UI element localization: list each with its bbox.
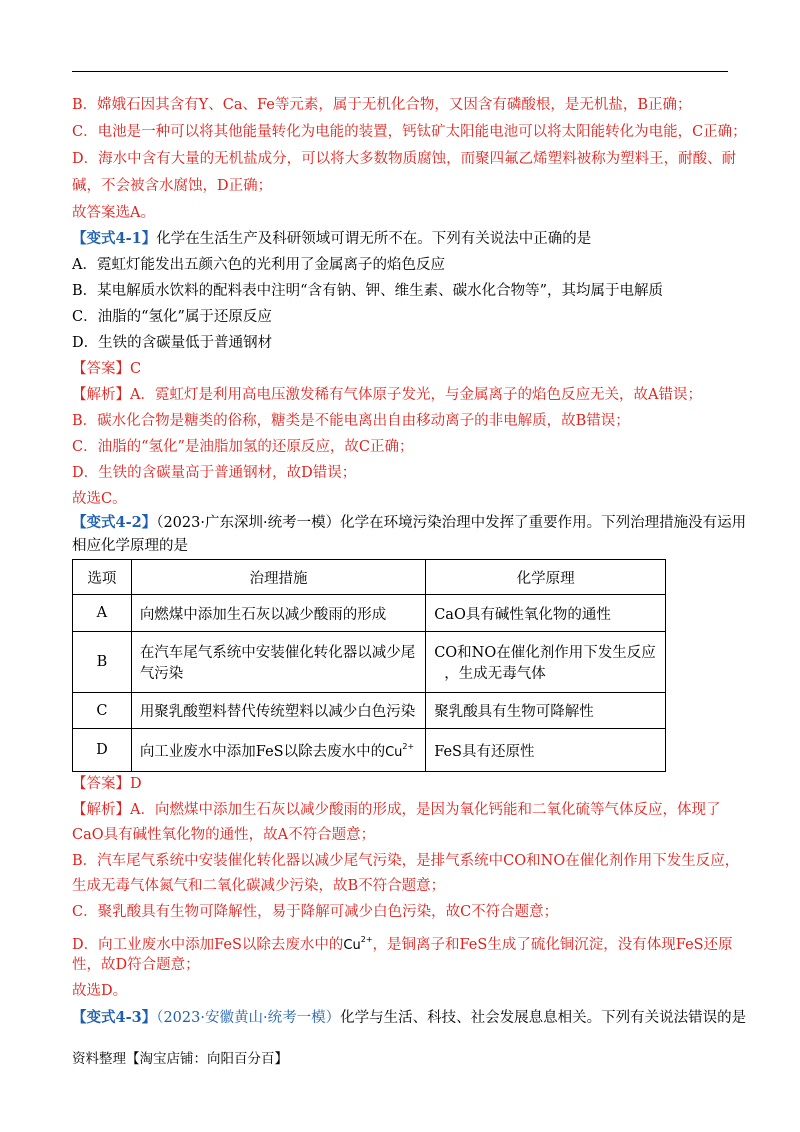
question-source: （2023·广东深圳·统考一模） [156, 515, 341, 531]
question-tag: 【变式4-3】 [72, 1009, 157, 1026]
ion-symbol: Cu [385, 744, 403, 760]
table-cell-measure [131, 632, 425, 693]
option-d: D．生铁的含碳量低于普通钢材 [72, 335, 273, 351]
ion-charge: 2+ [360, 935, 373, 944]
question-tag: 【变式4-1】 [72, 230, 157, 247]
explanation-line: 性，故D符合题意； [72, 957, 200, 973]
question-tag: 【变式4-2】 [72, 514, 157, 531]
explanation-line: 生成无毒气体氮气和二氧化碳减少污染，故B不符合题意； [72, 878, 446, 894]
question-4-2-stem [72, 514, 746, 532]
table-cell-option: C [73, 693, 132, 729]
table-cell-measure: 向燃煤中添加生石灰以减少酸雨的形成 [131, 595, 425, 632]
table-row [73, 729, 666, 772]
table-cell-option: D [73, 729, 132, 772]
table-cell-option: B [73, 632, 132, 693]
answer-line: 【答案】D [72, 776, 142, 792]
explanation-line [72, 931, 733, 955]
cell-line: 气污染 [139, 666, 184, 682]
question-4-1-stem [72, 230, 591, 248]
ion-charge: 2+ [402, 741, 415, 751]
option-b: B．某电解质水饮料的配料表中注明“含有钠、钾、维生素、碳水化合物等”，其均属于电解质 [72, 283, 663, 299]
explanation-line-b: B．嫦娥石因其含有Y、Ca、Fe等元素，属于无机化合物，又因含有磷酸根，是无机盐，B正确； [72, 97, 692, 113]
option-a: A．霓虹灯能发出五颜六色的光利用了金属离子的焰色反应 [72, 257, 445, 273]
table-row [73, 595, 666, 632]
table-cell-measure: 用聚乳酸塑料替代传统塑料以减少白色污染 [131, 693, 425, 729]
explanation-text: ，是铜离子和FeS生成了硫化铜沉淀，没有体现FeS还原 [372, 937, 733, 953]
table-header: 选项 [73, 560, 132, 595]
explanation-line: C．聚乳酸具有生物可降解性，易于降解可减少白色污染，故C不符合题意； [72, 904, 559, 920]
table-header: 化学原理 [426, 560, 666, 595]
question-text-cont: 相应化学原理的是 [72, 538, 188, 554]
option-c: C．油脂的“氢化”属于还原反应 [72, 309, 272, 325]
explanation-line: D．生铁的含碳量高于普通钢材，故D错误； [72, 465, 357, 481]
table-cell-principle: FeS具有还原性 [426, 729, 666, 772]
explanation-line: 故选C。 [72, 491, 127, 507]
explanation-line: 故选D。 [72, 983, 128, 999]
explanation-line: B．汽车尾气系统中安装催化转化器以减少尾气污染，是排气系统中CO和NO在催化剂作用下发生反应， [72, 853, 740, 869]
copper-ion [385, 741, 415, 760]
explanation-line: CaO具有碱性氧化物的通性，故A不符合题意； [72, 827, 376, 843]
table-cell-principle [426, 632, 666, 693]
question-source: （2023·安徽黄山·统考一模） [156, 1010, 341, 1026]
table-row [73, 693, 666, 729]
explanation-line [72, 386, 702, 404]
header-rule [72, 71, 728, 72]
explanation-text: A．向燃煤中添加生石灰以减少酸雨的形成，是因为氧化钙能和二氧化硫等气体反应，体现了 [130, 802, 721, 818]
question-text: 化学在环境污染治理中发挥了重要作用。下列治理措施没有运用 [340, 515, 747, 531]
answer-conclusion: 故答案选A。 [72, 205, 155, 221]
ion-symbol: Cu [343, 938, 361, 953]
table-row [73, 632, 666, 693]
table-cell-measure [131, 729, 425, 772]
explanation-tag: 【解析】 [72, 802, 130, 818]
explanation-line-d2: 碱，不会被含水腐蚀，D正确； [72, 178, 273, 194]
cell-line: 在汽车尾气系统中安装催化转化器以减少尾 [139, 645, 416, 661]
explanation-line: B．碳水化合物是糖类的俗称，糖类是不能电离出自由移动离子的非电解质，故B错误； [72, 413, 630, 429]
explanation-tag: 【解析】 [72, 387, 130, 403]
question-4-3-stem [72, 1009, 746, 1027]
page-footer: 资料整理【淘宝店铺：向阳百分百】 [72, 1051, 288, 1067]
cell-line: ，生成无毒气体 [444, 666, 546, 682]
table-cell-option: A [73, 595, 132, 632]
explanation-line [72, 801, 720, 819]
explanation-line-c: C．电池是一种可以将其他能量转化为电能的装置，钙钛矿太阳能电池可以将太阳能转化为电能，C正确； [72, 124, 747, 140]
question-text: 化学与生活、科技、社会发展息息相关。下列有关说法错误的是 [340, 1010, 747, 1026]
explanation-text: A．霓虹灯是利用高电压激发稀有气体原子发光，与金属离子的焰色反应无关，故A错误； [130, 387, 702, 403]
answer-line: 【答案】C [72, 361, 142, 377]
copper-ion [343, 935, 373, 953]
table-cell-principle: 聚乳酸具有生物可降解性 [426, 693, 666, 729]
question-text: 化学在生活生产及科研领域可谓无所不在。下列有关说法中正确的是 [156, 231, 592, 247]
explanation-line: C．油脂的“氢化”是油脂加氢的还原反应，故C正确； [72, 439, 414, 455]
table-header: 治理措施 [131, 560, 425, 595]
cell-text: 向工业废水中添加FeS以除去废水中的 [139, 743, 386, 760]
table-cell-principle: CaO具有碱性氧化物的通性 [426, 595, 666, 632]
explanation-text: D．向工业废水中添加FeS以除去废水中的 [72, 937, 344, 953]
cell-line: CO和NO在催化剂作用下发生反应 [434, 645, 656, 661]
measures-table [72, 559, 666, 772]
table-header-row [73, 560, 666, 595]
explanation-line-d1: D．海水中含有大量的无机盐成分，可以将大多数物质腐蚀，而聚四氟乙烯塑料被称为塑料王，耐酸、耐 [72, 151, 737, 167]
